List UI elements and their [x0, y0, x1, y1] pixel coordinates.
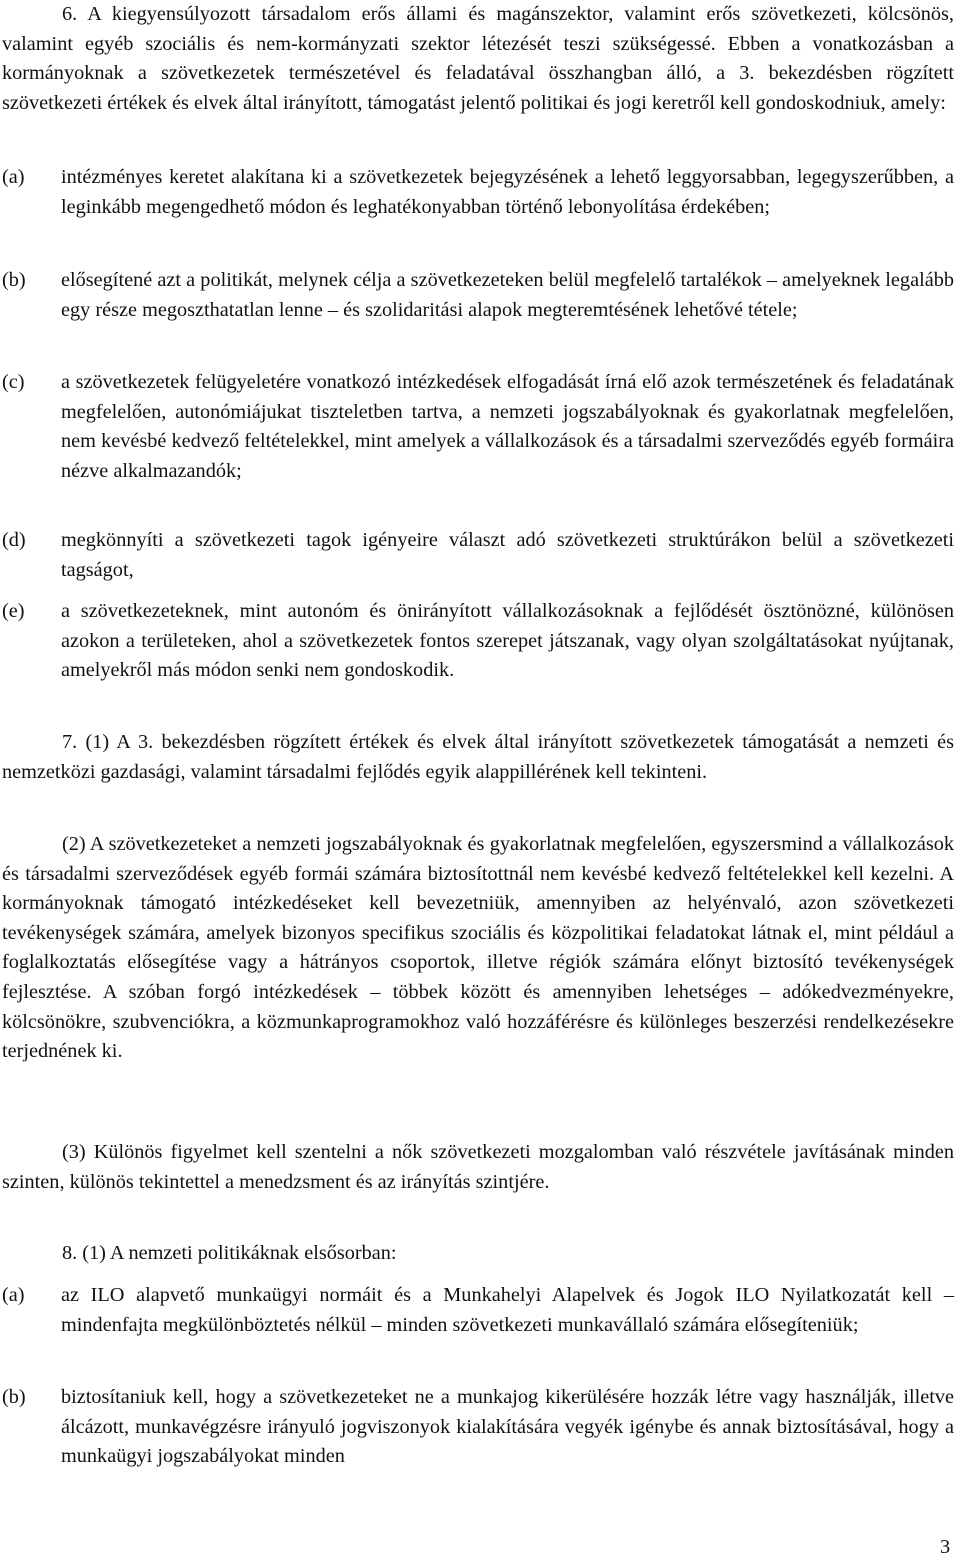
list-text: megkönnyíti a szövetkezeti tagok igényeire választ adó szövetkezeti struktúrákon belül a szövetkezeti tagságot,: [61, 529, 954, 581]
list-item-8b: [2, 1383, 954, 1472]
list-item-6d: [2, 526, 954, 585]
list-label: (a): [2, 1284, 25, 1306]
paragraph-8-heading: 8. (1) A nemzeti politikáknak elsősorban:: [62, 1242, 397, 1264]
paragraph-7-2: (2) A szövetkezeteket a nemzeti jogszabályoknak és gyakorlatnak megfelelően, egyszersmind a vállalkozások és társadalmi szerveződések egyéb formái számára biztosítottnál nem kevésbé kedvező feltételekkel kell kezelni. A kormányoknak támogató intézkedéseket kell bevezetniük, amennyiben az helyénvaló, azon szövetkezeti tevékenységek számára, amelyek bizonyos specifikus szociális és közpolitikai feladatokat látnak el, mint például a foglalkoztatás elősegítése vagy a hátrányos csoportok, illetve régiók számára előnyt biztosító tevékenységek fejlesztése. A szóban forgó intézkedések – többek között és amennyiben lehetséges – adókedvezményekre, kölcsönökre, szubvenciókra, a közmunkaprogramokhoz való hozzáférésre és különleges beszerzési rendelkezésekre terjednének ki.: [2, 833, 954, 1063]
paragraph-7-3: (3) Különös figyelmet kell szentelni a nők szövetkezeti mozgalomban való részvétele javításának minden szinten, különös tekintettel a menedzsment és az irányítás szintjére.: [2, 1141, 954, 1193]
page-number: 3: [940, 1536, 951, 1558]
list-item-6e: [2, 597, 954, 686]
list-label: (e): [2, 600, 25, 622]
list-label: (c): [2, 371, 25, 393]
list-label: (b): [2, 269, 26, 291]
list-item-6c: [2, 368, 954, 486]
list-label: (a): [2, 166, 25, 188]
list-text: biztosítaniuk kell, hogy a szövetkezeteket ne a munkajog kikerülésére hozzák létre vagy használják, illetve álcázott, munkavégzésre irányuló jogviszonyok kialakítására vegyék igénybe és annak biztosításával, hogy a munkaügyi jogszabályokat minden: [61, 1386, 954, 1468]
list-text: az ILO alapvető munkaügyi normáit és a Munkahelyi Alapelvek és Jogok ILO Nyilatkozatát kell – mindenfajta megkülönböztetés nélkül – minden szövetkezeti munkavállaló számára elősegíteniük;: [61, 1284, 954, 1336]
list-label: (d): [2, 529, 26, 551]
list-text: intézményes keretet alakítana ki a szövetkezetek bejegyzésének a lehető leggyorsabban, legegyszerűbben, a leginkább megengedhető módon és leghatékonyabban történő lebonyolítása érdekében;: [61, 166, 954, 218]
list-item-6a: [2, 163, 954, 222]
paragraph-6: 6. A kiegyensúlyozott társadalom erős állami és magánszektor, valamint erős szövetkezeti, kölcsönös, valamint egyéb szociális és nem-kormányzati szektor létezését teszi szükségessé. Ebben a vonatkozásban a kormányoknak a szövetkezetek természetével és feladatával összhangban álló, a 3. bekezdésben rögzített szövetkezeti értékek és elvek által irányított, támogatást jelentő politikai és jogi keretről kell gondoskodniuk, amely:: [2, 3, 954, 114]
list-label: (b): [2, 1386, 26, 1408]
list-text: a szövetkezetek felügyeletére vonatkozó intézkedések elfogadását írná elő azok természetének és feladatának megfelelően, autonómiájukat tiszteletben tartva, a nemzeti jogszabályoknak és gyakorlatnak megfelelően, nem kevésbé kedvező feltételekkel, mint amelyek a vállalkozások és a társadalmi szerveződés egyéb formáira nézve alkalmazandók;: [61, 371, 954, 482]
list-item-6b: [2, 266, 954, 325]
list-text: elősegítené azt a politikát, melynek célja a szövetkezeteken belül megfelelő tartalékok – amelyeknek legalább egy része megoszthatatlan lenne – és szolidaritási alapok megteremtésének lehetővé tétele;: [61, 269, 954, 321]
list-text: a szövetkezeteknek, mint autonóm és önirányított vállalkozásoknak a fejlődését ösztönözné, különösen azokon a területeken, ahol a szövetkezetek fontos szerepet játszanak, vagy olyan szolgáltatásokat nyújtanak, amelyekről más módon senki nem gondoskodik.: [61, 600, 954, 682]
paragraph-7-1: 7. (1) A 3. bekezdésben rögzített értékek és elvek által irányított szövetkezetek támogatását a nemzeti és nemzetközi gazdasági, valamint társadalmi fejlődés egyik alappillérének kell tekinteni.: [2, 731, 954, 783]
list-item-8a: [2, 1281, 954, 1340]
